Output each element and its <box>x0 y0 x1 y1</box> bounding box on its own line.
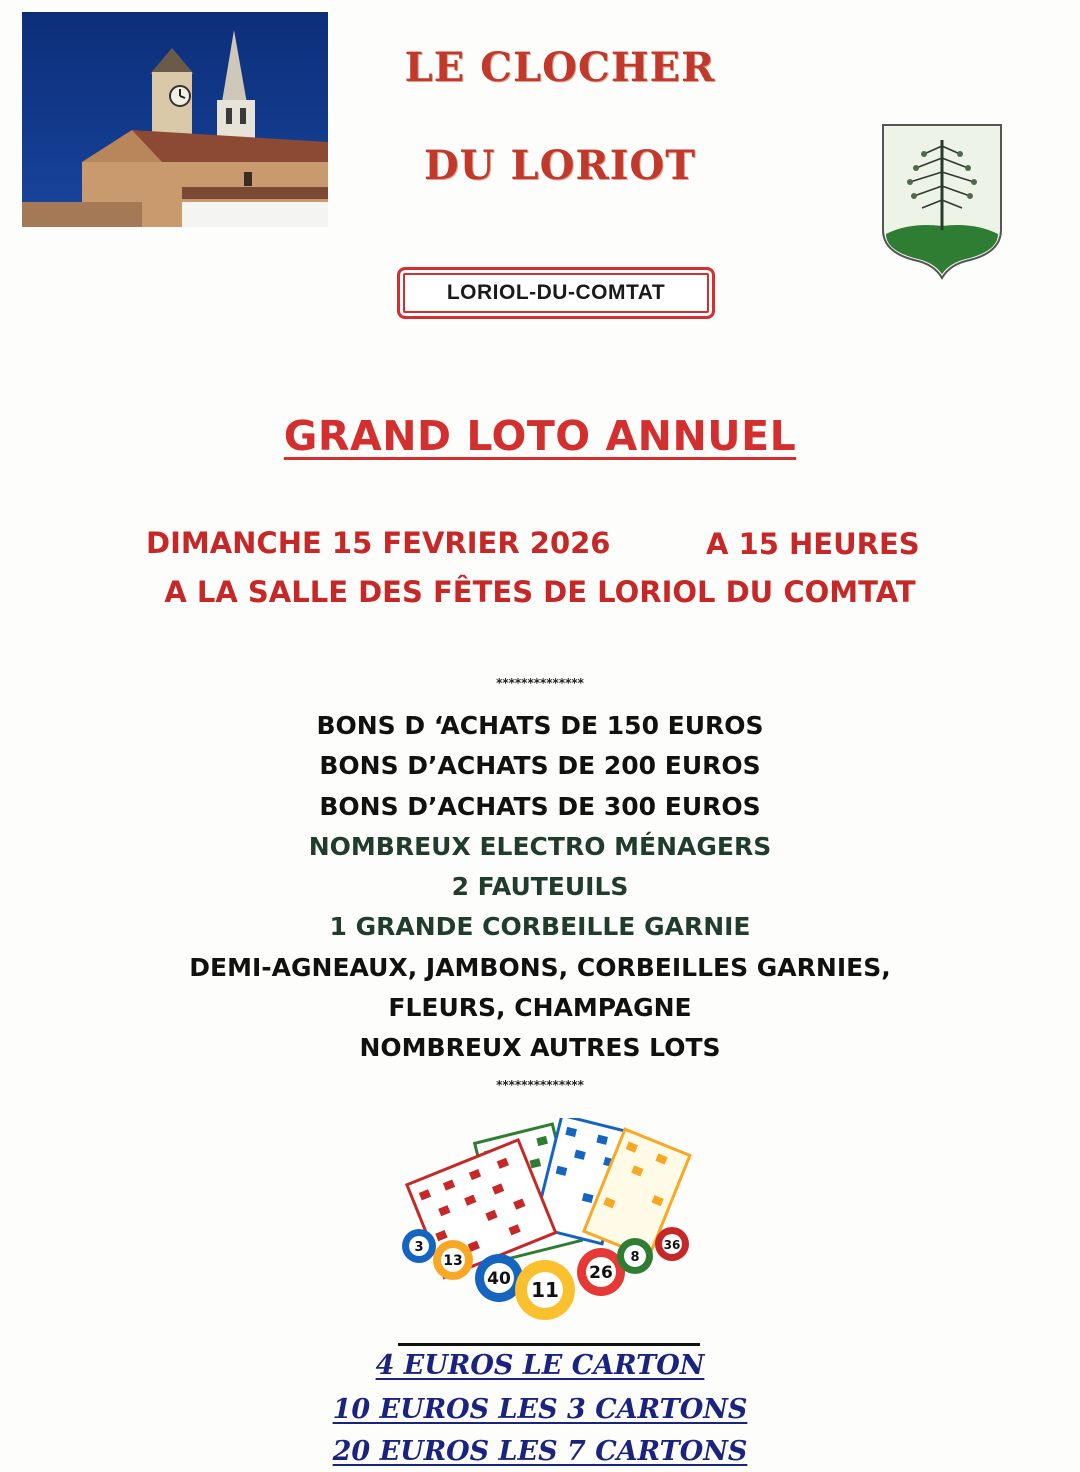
price-line <box>0 1436 1080 1467</box>
loto-ball <box>433 1240 473 1280</box>
event-title-text: GRAND LOTO ANNUEL <box>283 412 797 460</box>
church-bell-tower-photo <box>22 12 328 227</box>
prize-item: FLEURS, CHAMPAGNE <box>388 993 692 1023</box>
loto-ball <box>617 1238 653 1274</box>
prize-item: NOMBREUX ELECTRO MÉNAGERS <box>308 831 772 861</box>
loto-ball <box>402 1229 436 1263</box>
separator-bottom: ************** <box>496 1078 584 1092</box>
event-venue: A LA SALLE DES FÊTES DE LORIOL DU COMTAT <box>164 575 916 609</box>
price-line <box>0 1394 1080 1425</box>
svg-text:3: 3 <box>414 1240 424 1255</box>
prize-item: 1 GRANDE CORBEILLE GARNIE <box>329 912 751 942</box>
price-text: 20 EUROS LES 7 CARTONS <box>332 1436 748 1467</box>
club-name-line-2: DU LORIOT <box>423 142 697 189</box>
loto-ball <box>515 1260 575 1320</box>
event-time: A 15 HEURES <box>706 527 920 561</box>
prize-item: NOMBREUX AUTRES LOTS <box>359 1033 721 1063</box>
town-name-sign: LORIOL-DU-COMTAT <box>397 267 715 319</box>
event-title <box>0 412 1080 460</box>
prize-item: DEMI-AGNEAUX, JAMBONS, CORBEILLES GARNIES, <box>189 952 891 982</box>
separator-top: ************** <box>496 676 584 690</box>
price-text: 10 EUROS LES 3 CARTONS <box>332 1394 748 1425</box>
svg-text:36: 36 <box>663 1238 681 1252</box>
svg-text:13: 13 <box>443 1253 463 1269</box>
svg-text:40: 40 <box>487 1269 511 1289</box>
event-date: DIMANCHE 15 FEVRIER 2026 <box>146 526 611 560</box>
price-text: 4 EUROS LE CARTON <box>375 1350 705 1381</box>
prize-item: 2 FAUTEUILS <box>451 872 629 902</box>
bingo-cards-and-balls-illustration <box>395 1118 695 1332</box>
tree-coat-of-arms-icon <box>880 122 1004 280</box>
svg-text:11: 11 <box>531 1278 559 1302</box>
loto-ball <box>655 1227 689 1261</box>
prize-item: BONS D ‘ACHATS DE 150 EUROS <box>316 711 764 740</box>
prize-item: BONS D’ACHATS DE 300 EUROS <box>319 791 761 821</box>
prize-list <box>0 706 1080 1069</box>
price-line <box>0 1350 1080 1381</box>
prize-item: BONS D’ACHATS DE 200 EUROS <box>319 751 761 781</box>
club-name-line-1: LE CLOCHER <box>404 44 716 91</box>
pricing-divider <box>398 1343 700 1346</box>
svg-text:8: 8 <box>630 1250 640 1265</box>
svg-text:26: 26 <box>589 1263 613 1283</box>
